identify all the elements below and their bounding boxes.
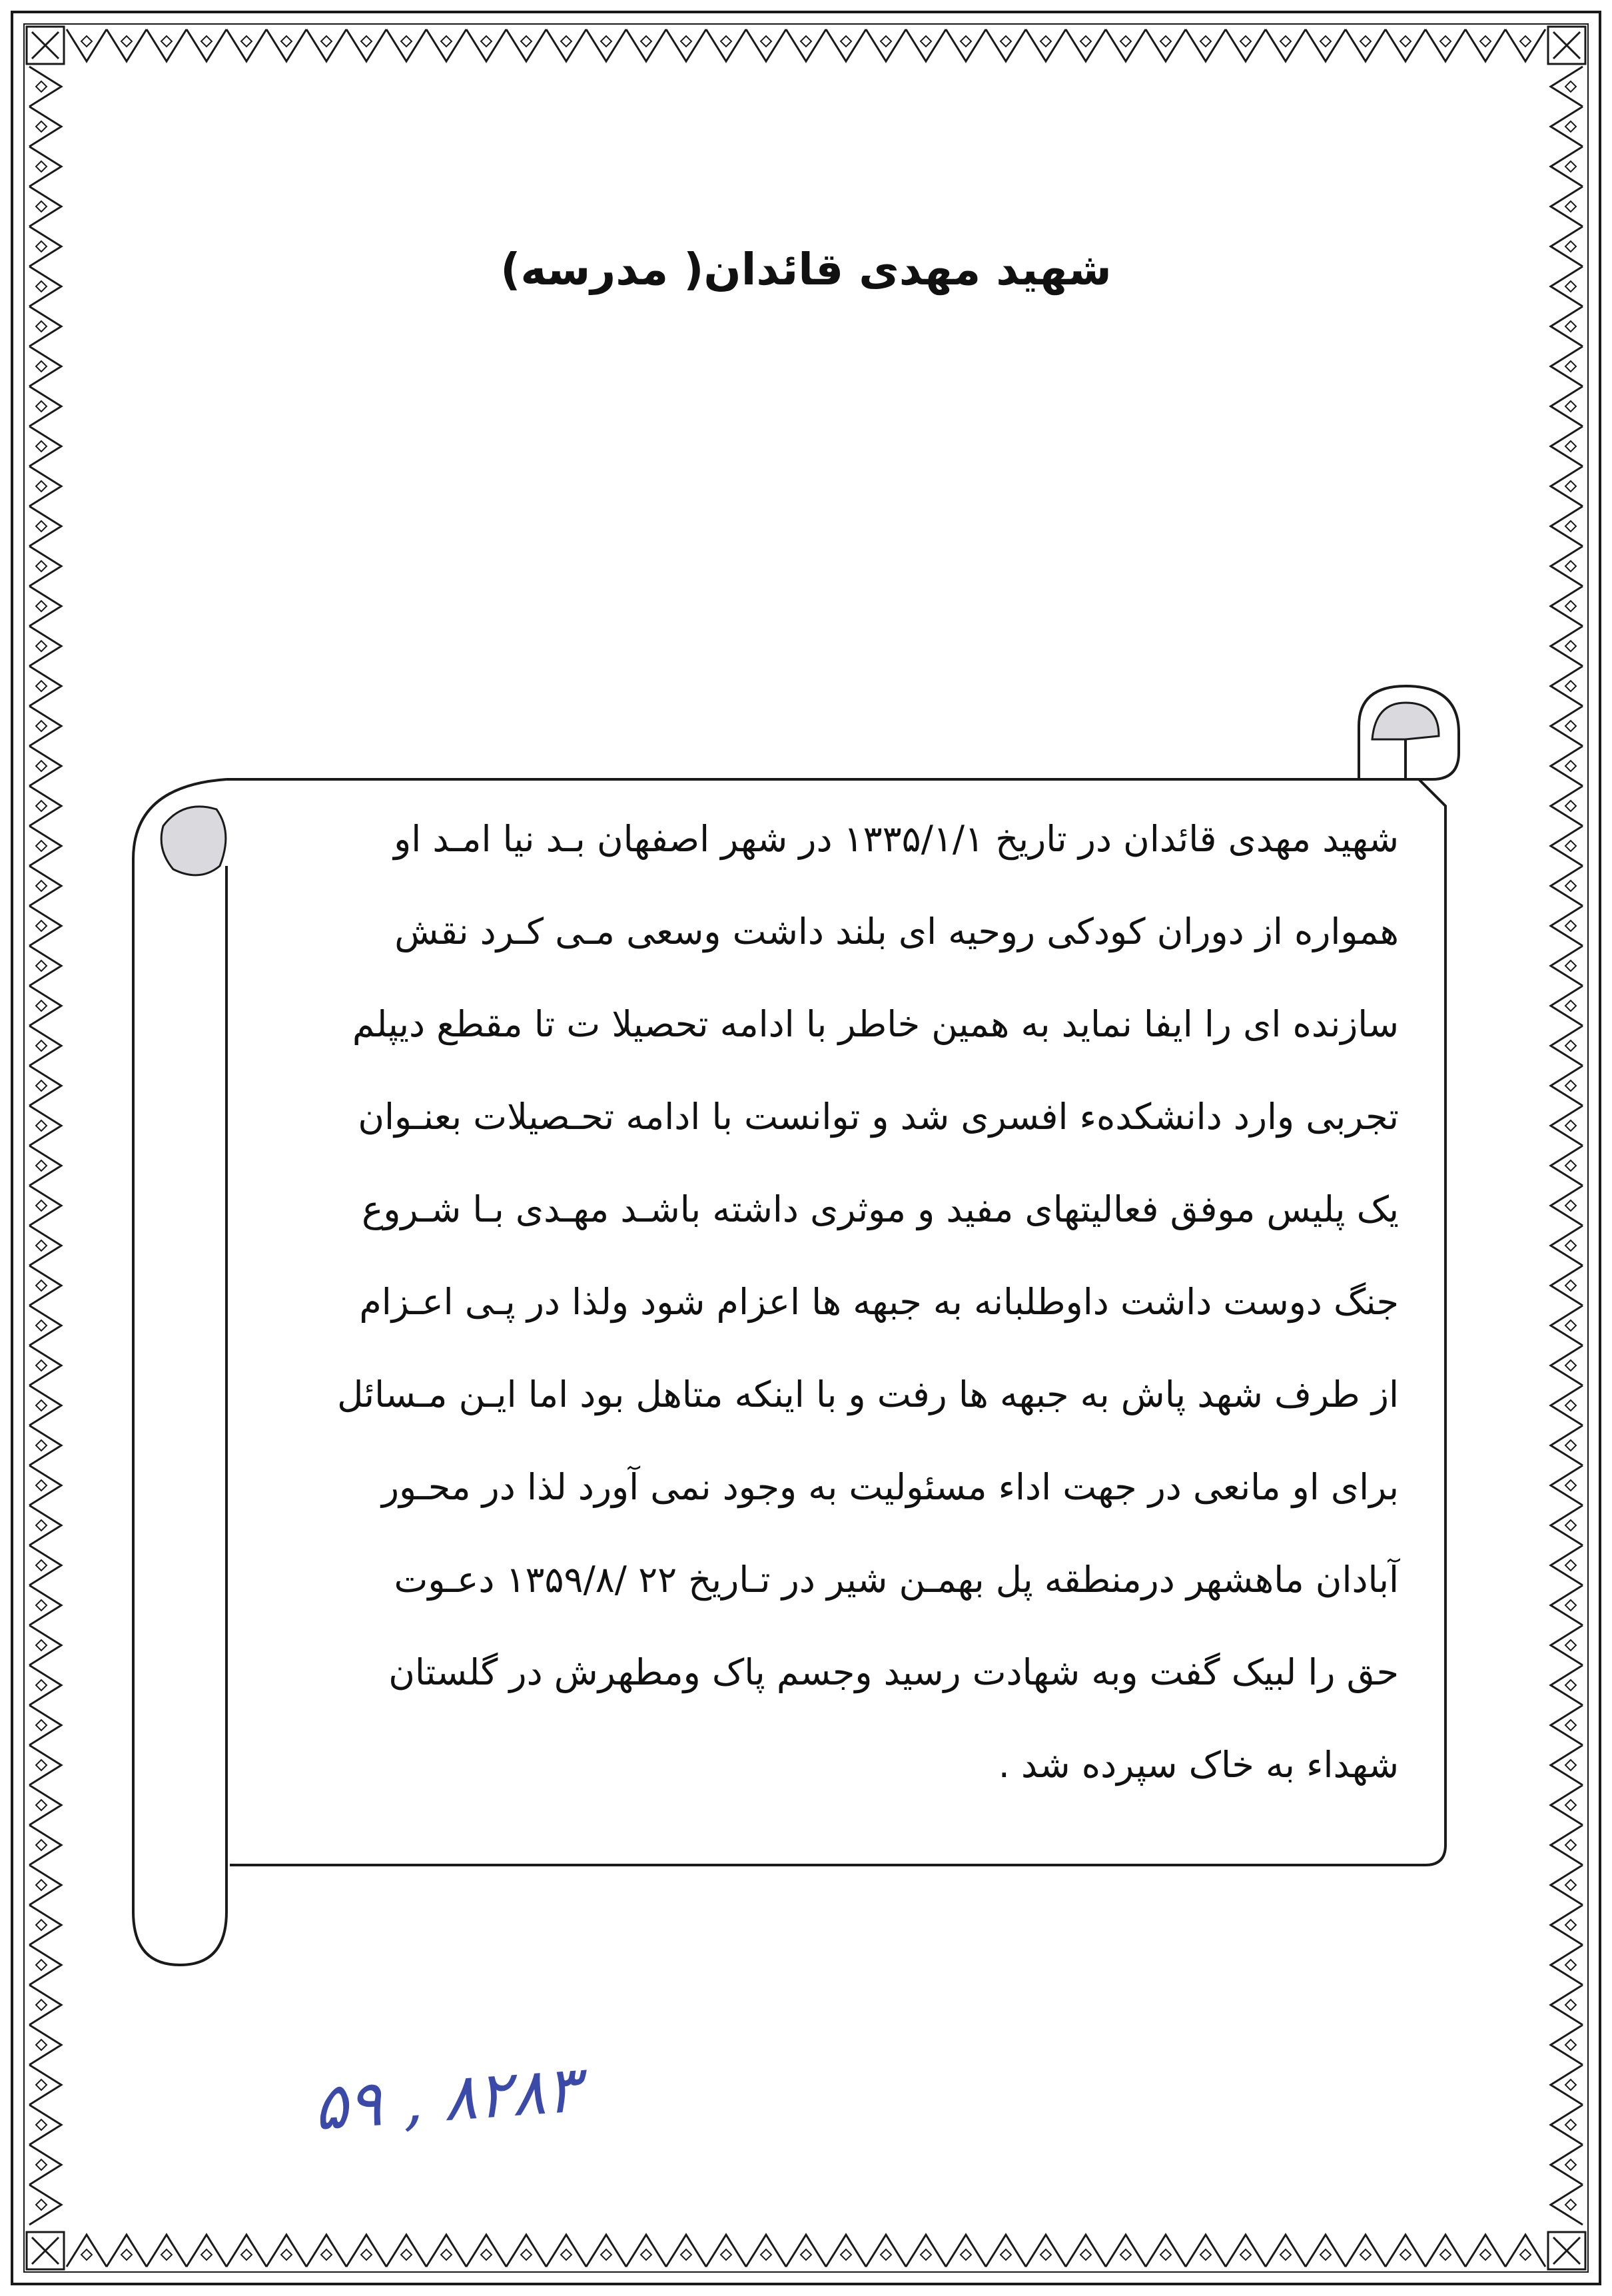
text-line: تجربی وارد دانشکدهء افسری شد و توانست با ادامه تحـصیلات بعنـوان <box>358 1096 1399 1138</box>
text-line: شهید مهدی قائدان در تاریخ ۱۳۳۵/۱/۱ در شهر اصفهان بـد نیا امـد او <box>394 818 1399 860</box>
scroll-roll-left <box>133 779 226 1965</box>
text-line: حق را لبیک گفت وبه شهادت رسید وجسم پاک ومطهرش در گلستان <box>388 1651 1399 1693</box>
text-line: شهداء به خاک سپرده شد . <box>998 1744 1399 1786</box>
text-line: همواره از دوران کودکی روحیه ای بلند داشت وسعی مـی کـرد نقش <box>394 911 1399 953</box>
text-line: سازنده ای را ایفا نماید به همین خاطر با ادامه تحصیلا ت تا مقطع دیپلم <box>352 1003 1399 1045</box>
text-line: آبادان ماهشهر درمنطقه پل بهمـن شیر در تـاریخ ۲۲ /۱۳۵۹/۸ دعـوت <box>394 1559 1399 1601</box>
text-line: جنگ دوست داشت داوطلبانه به جبهه ها اعزام شود ولذا در پـی اعـزام <box>359 1281 1399 1323</box>
biography-text <box>233 793 1399 1811</box>
text-line: برای او مانعی در جهت اداء مسئولیت به وجود نمی آورد لذا در محـور <box>381 1466 1399 1508</box>
text-line: یک پلیس موفق فعالیتهای مفید و موثری داشته باشـد مهـدی بـا شـروع <box>362 1188 1399 1230</box>
text-line: از طرف شهد پاش به جبهه ها رفت و با اینکه متاهل بود اما ایـن مـسائل <box>337 1373 1399 1415</box>
handwritten-number: ۵۹ , ۸۲۸۳ <box>310 2052 583 2145</box>
document-title: شهید مهدی قائدان( مدرسه) <box>500 244 1112 295</box>
